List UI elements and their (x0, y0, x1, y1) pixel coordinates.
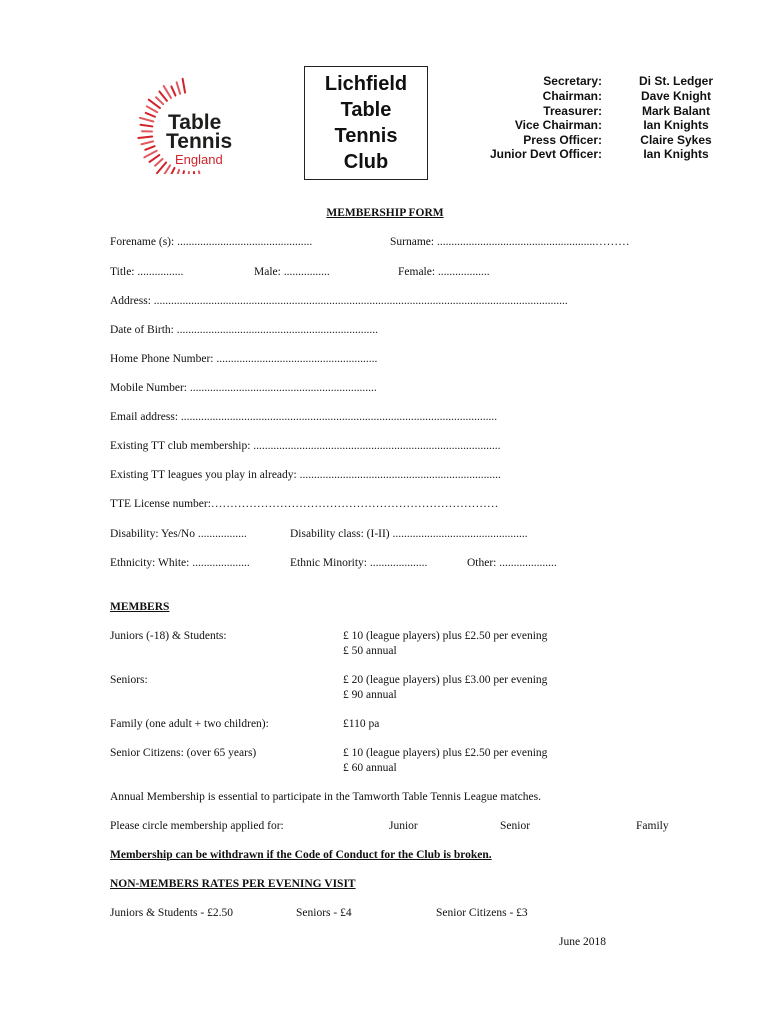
club-title-line-1: Lichfield (324, 73, 408, 95)
form-title: MEMBERSHIP FORM (326, 207, 444, 219)
logo-ray (188, 172, 189, 174)
member-price-line: £ 50 annual (343, 645, 397, 657)
logo-ray (141, 125, 153, 127)
logo-ray (199, 171, 201, 174)
surname-field[interactable]: Surname: .......................................................……… (390, 236, 630, 248)
logo-ray (149, 100, 160, 108)
officer-name: Dave Knight (640, 89, 711, 103)
non-member-rate-senior-citizens: Senior Citizens - £3 (436, 907, 528, 919)
membership-option-junior[interactable]: Junior (389, 820, 418, 832)
tte-license-field[interactable]: TTE License number:………………………………………………………………… (110, 498, 499, 510)
ethnicity-white-field[interactable]: Ethnicity: White: .................... (110, 557, 250, 569)
club-title-line-2: Table (340, 99, 392, 121)
existing-leagues-field[interactable]: Existing TT leagues you play in already: ...................................................................... (110, 469, 501, 481)
female-field[interactable]: Female: .................. (398, 266, 490, 278)
member-price-line: £ 20 (league players) plus £3.00 per evening (343, 674, 548, 686)
logo-ray (141, 141, 153, 144)
logo-ray (146, 113, 155, 117)
member-price-line: £ 10 (league players) plus £2.50 per evening (343, 630, 548, 642)
logo-ray (144, 151, 156, 158)
logo-ray (138, 136, 152, 138)
email-field[interactable]: Email address: .............................................................................................................. (110, 411, 498, 423)
member-price-line: £ 60 annual (343, 762, 397, 774)
footer-date: June 2018 (559, 936, 606, 948)
mobile-field[interactable]: Mobile Number: ................................................................. (110, 382, 377, 394)
non-member-rate-juniors: Juniors & Students - £2.50 (110, 907, 233, 919)
ethnic-minority-field[interactable]: Ethnic Minority: .................... (290, 557, 428, 569)
title-field[interactable]: Title: ................ (110, 266, 184, 278)
logo-ray (150, 155, 160, 162)
logo-ray (156, 97, 163, 104)
male-field[interactable]: Male: ................ (254, 266, 330, 278)
disability-class-field[interactable]: Disability class: (I-II) ............................................... (290, 528, 528, 540)
club-title-line-3: Tennis (334, 125, 398, 147)
logo-ray (170, 168, 174, 174)
non-members-heading: NON-MEMBERS RATES PER EVENING VISIT (110, 878, 356, 890)
forename-field[interactable]: Forename (s): ............................................... (110, 236, 313, 248)
officer-name: Mark Balant (641, 104, 711, 118)
dob-field[interactable]: Date of Birth: ...................................................................... (110, 324, 378, 336)
officer-name: Ian Knights (643, 147, 709, 161)
withdrawn-note: Membership can be withdrawn if the Code of Conduct for the Club is broken. (110, 849, 492, 861)
logo-ray (177, 82, 181, 93)
logo-ray (182, 171, 184, 174)
disability-field[interactable]: Disability: Yes/No ................. (110, 528, 247, 540)
club-title-box (304, 66, 428, 180)
logo-ray (175, 170, 180, 174)
logo-ray (164, 86, 171, 98)
officer-role: Press Officer: (523, 133, 602, 147)
logo-ray (147, 106, 157, 112)
logo-ray (164, 165, 171, 174)
existing-club-field[interactable]: Existing TT club membership: ...................................................................................... (110, 440, 501, 452)
ethnicity-other-field[interactable]: Other: .................... (467, 557, 557, 569)
circle-membership-label: Please circle membership applied for: (110, 820, 284, 832)
officer-name: Ian Knights (643, 118, 709, 132)
logo-text-table: Table (168, 111, 222, 134)
officer-role: Chairman: (542, 89, 602, 103)
membership-option-family[interactable]: Family (636, 820, 669, 832)
logo-ray (140, 118, 154, 122)
membership-option-senior[interactable]: Senior (500, 820, 531, 832)
logo-ray (159, 91, 167, 100)
annual-membership-note: Annual Membership is essential to participate in the Tamworth Table Tennis League matches. (110, 791, 541, 803)
member-price-line: £ 90 annual (343, 689, 397, 701)
table-tennis-england-logo (120, 74, 250, 174)
logo-ray (183, 79, 185, 93)
logo-ray (155, 159, 162, 166)
logo-ray (145, 146, 154, 150)
member-type-label: Juniors (-18) & Students: (110, 630, 227, 642)
member-type-label: Seniors: (110, 674, 148, 686)
officer-name: Di St. Ledger (638, 74, 713, 88)
members-heading: MEMBERS (110, 601, 170, 613)
member-type-label: Family (one adult + two children): (110, 718, 269, 730)
address-field[interactable]: Address: ................................................................................................................................................ (110, 295, 568, 307)
member-price-line: £110 pa (343, 718, 380, 730)
logo-text-england: England (175, 152, 223, 167)
officer-role: Treasurer: (543, 104, 602, 118)
logo-ray (194, 172, 195, 174)
officer-role: Secretary: (543, 74, 602, 88)
non-member-rate-seniors: Seniors - £4 (296, 907, 352, 919)
officer-name: Claire Sykes (640, 133, 712, 147)
club-title-line-4: Club (343, 151, 389, 173)
logo-text-tennis: Tennis (166, 130, 233, 153)
officer-role: Vice Chairman: (514, 118, 602, 132)
officer-role: Junior Devt Officer: (489, 147, 602, 161)
member-type-label: Senior Citizens: (over 65 years) (110, 747, 257, 759)
home-phone-field[interactable]: Home Phone Number: ........................................................ (110, 353, 378, 365)
logo-ray (171, 86, 175, 95)
form-title-wrap (0, 207, 770, 219)
member-price-line: £ 10 (league players) plus £2.50 per evening (343, 747, 548, 759)
